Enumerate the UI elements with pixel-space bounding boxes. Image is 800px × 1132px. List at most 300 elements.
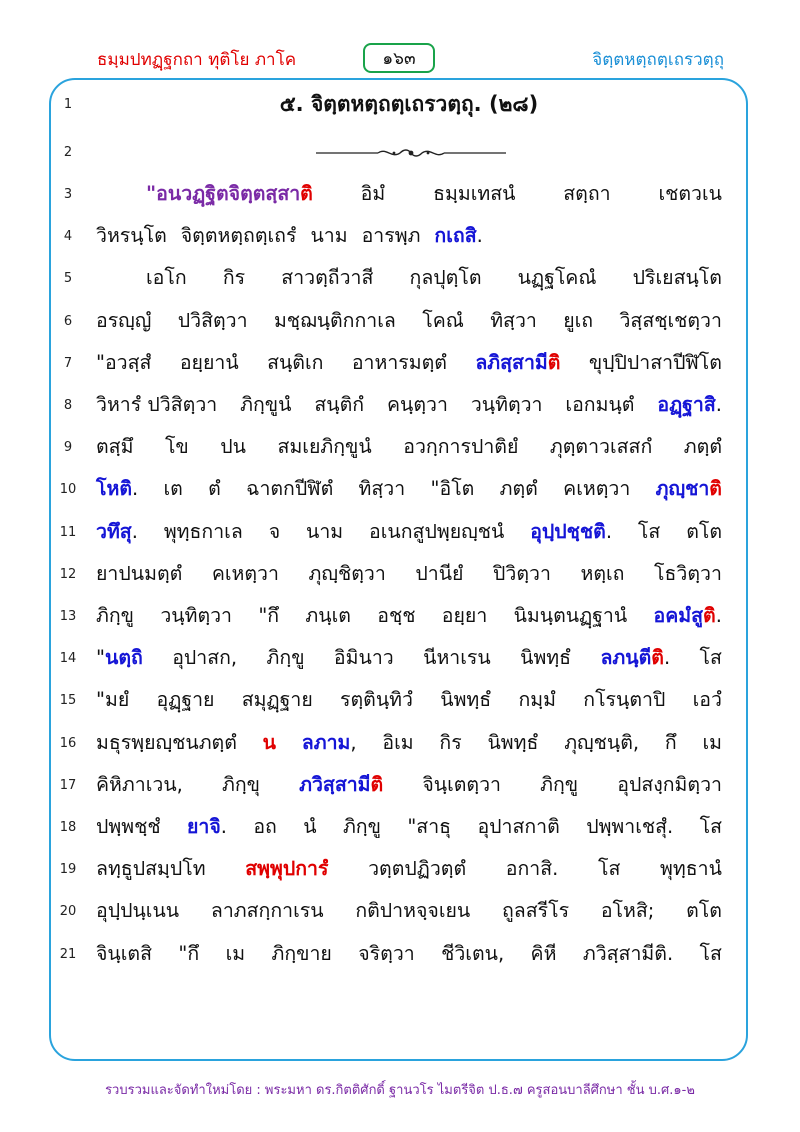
word [520, 637, 571, 679]
word-part: วนฺทิตฺวา [470, 393, 543, 416]
word [246, 468, 333, 510]
word-part: เชตวเน [658, 182, 722, 205]
word [617, 764, 722, 806]
word-part: . [667, 815, 674, 838]
highlighted-word: ภุญฺชา [655, 477, 710, 501]
word-part: ; [647, 899, 655, 923]
word [403, 426, 518, 468]
word [240, 384, 291, 426]
word-part: นํ [303, 815, 317, 838]
word-part: ปพฺพชฺชํ [96, 815, 161, 838]
word-part: มชฺฌนฺติกกาเล [273, 308, 396, 332]
word [267, 342, 323, 384]
word-part: จริตฺวา [358, 941, 415, 965]
word-part: ภวิสฺสามี [582, 941, 655, 965]
word [96, 468, 138, 510]
word [475, 342, 560, 384]
word [172, 637, 237, 679]
word-part: วิหารํ ปวิสิตฺวา [96, 393, 218, 416]
word [164, 511, 243, 553]
word-part: โคณํ [422, 308, 464, 332]
word-part: ตโต [686, 519, 722, 543]
line-text [96, 806, 722, 848]
page-number: ๑๖๓ [382, 48, 416, 69]
word-part: อยฺยา [441, 604, 488, 627]
word [96, 595, 134, 637]
word [96, 553, 182, 595]
word-part: ภิกฺขู [96, 604, 134, 627]
word-part: อวกฺการปาติยํ [403, 435, 519, 459]
line-text [96, 764, 722, 806]
highlighted-word: กเถสิ [434, 224, 477, 248]
word-part: ปิวิตฺวา [493, 561, 551, 585]
word-part: , [632, 730, 640, 754]
word-part: ภิกฺขูนํ [240, 393, 292, 416]
word-part: "สาธุ [407, 815, 452, 838]
word [96, 933, 152, 975]
word [306, 511, 343, 553]
word [619, 300, 721, 342]
word [434, 224, 482, 247]
word [407, 806, 451, 848]
word-part: สตฺถา [563, 182, 611, 205]
word-part: . [132, 477, 139, 501]
word [96, 637, 143, 679]
line-number: 10 [59, 482, 77, 498]
word [700, 806, 722, 848]
word-part: สาวตฺถีวาสี [281, 266, 374, 290]
word-part: วิสฺสชฺเชตฺวา [619, 308, 722, 332]
word-part: อเนกสูปพฺยญฺชนํ [369, 519, 505, 543]
line-number: 3 [63, 187, 73, 202]
word [563, 468, 630, 510]
word [686, 890, 722, 932]
word-part: พุทฺธกาเล [163, 519, 243, 543]
word [665, 722, 677, 764]
text-line [0, 806, 800, 848]
word [530, 511, 612, 553]
word-part: เม [702, 730, 722, 754]
word-part: โข [164, 435, 189, 459]
word [377, 595, 415, 637]
word-part: ติ [547, 815, 560, 838]
word-part: จินฺเตสิ [96, 941, 152, 965]
word [253, 806, 277, 848]
word-part: ตํ [208, 477, 221, 501]
word [658, 173, 722, 215]
word [340, 679, 413, 721]
word [258, 595, 279, 637]
word [440, 679, 491, 721]
word [583, 679, 665, 721]
word [157, 679, 215, 721]
line-number: 20 [59, 904, 77, 920]
word [220, 426, 246, 468]
line-number: 2 [63, 145, 73, 160]
highlighted-word: ติ [300, 182, 313, 205]
word [589, 342, 722, 384]
word-part: . [552, 857, 559, 881]
word [178, 933, 199, 975]
text-line [0, 426, 800, 468]
word [487, 722, 538, 764]
word-part: . [666, 941, 674, 965]
line-text [96, 468, 722, 510]
word-part: อยฺยานํ [179, 350, 239, 374]
word [387, 384, 448, 426]
word [702, 722, 722, 764]
line-number: 12 [59, 566, 77, 582]
word [160, 595, 232, 637]
line-text [96, 553, 722, 595]
text-line [0, 848, 800, 890]
word-part: โส [699, 941, 722, 965]
word-part: ลทฺธูปสมฺปโท [96, 857, 206, 881]
word [96, 764, 183, 806]
word [302, 722, 357, 764]
highlighted-word: ลภาม [301, 730, 351, 754]
word-part: ติ [654, 941, 667, 965]
word [269, 511, 280, 553]
word-part: นาม [310, 224, 348, 248]
line-number: 9 [63, 440, 73, 456]
word [281, 257, 373, 299]
word [441, 933, 504, 975]
word [442, 595, 488, 637]
word-part: ชีวิเตน, [441, 941, 505, 965]
word-part: วิหรนฺโต [96, 224, 167, 248]
word-part: นิมนฺตนฏฺฐานํ [513, 604, 628, 627]
line-number: 7 [63, 355, 73, 371]
line-text [146, 257, 722, 299]
word-part: " [96, 646, 105, 670]
word [96, 342, 151, 384]
word-part: สมุฏฺฐาย [241, 688, 313, 712]
word [242, 679, 313, 721]
word [422, 764, 501, 806]
word-part: กุลปุตฺโต [409, 266, 482, 290]
word-part: เอวํ [692, 688, 722, 712]
word-part: จ [268, 519, 281, 543]
word [598, 848, 620, 890]
word-part: โส [637, 519, 661, 543]
word [96, 722, 237, 764]
word [303, 806, 316, 848]
word [433, 173, 515, 215]
word-part: โธวิตฺวา [654, 561, 722, 585]
word [187, 806, 227, 848]
line-number: 15 [59, 693, 77, 709]
word [490, 300, 537, 342]
word [686, 511, 722, 553]
word [180, 342, 239, 384]
word-part: เม [225, 941, 246, 965]
word [96, 384, 217, 426]
word [654, 595, 722, 637]
text-line [0, 468, 800, 510]
word [222, 764, 260, 806]
word [583, 933, 673, 975]
word-part: , [350, 730, 357, 754]
word-part: อชฺช [377, 604, 416, 627]
word [506, 848, 559, 890]
word-part: อารพฺภ [361, 224, 421, 248]
line-text [96, 300, 722, 342]
word-part: . [476, 224, 483, 248]
word-part: กิร [439, 730, 462, 754]
word [586, 806, 673, 848]
word-part: ภิกฺขู [342, 815, 381, 838]
text-line [0, 553, 800, 595]
word [96, 679, 129, 721]
word [208, 468, 221, 510]
word [565, 384, 634, 426]
word-part: ยูเถ [563, 308, 594, 332]
word [359, 468, 406, 510]
word-part: อถ [253, 815, 277, 838]
word [361, 173, 386, 215]
word-part: กมฺมํ [518, 688, 556, 712]
word [657, 384, 722, 426]
word [96, 806, 161, 848]
text-line [0, 300, 800, 342]
word [309, 553, 386, 595]
text-line [0, 595, 800, 637]
word-part: กิร [222, 266, 246, 290]
ornament-line [0, 131, 800, 173]
title-line [0, 83, 800, 125]
line-text [96, 679, 722, 721]
line-number: 13 [59, 609, 77, 624]
word-part: ปริเยสนฺโต [632, 266, 722, 290]
line-number: 18 [59, 820, 77, 835]
word [211, 890, 324, 932]
word-part: ตสฺมึ [96, 435, 134, 459]
word [96, 511, 138, 553]
word-part: . [715, 393, 722, 416]
word [684, 426, 722, 468]
word [518, 257, 597, 299]
word-part: นิพทฺธํ [487, 730, 539, 754]
word [422, 300, 464, 342]
word-part: วนฺทิตฺวา [160, 604, 233, 627]
word [334, 637, 394, 679]
text-line [0, 679, 800, 721]
word [601, 890, 655, 932]
word [358, 933, 414, 975]
word-part: . [131, 519, 138, 543]
word [369, 511, 504, 553]
word [415, 553, 463, 595]
word-part: โส [699, 815, 722, 838]
highlighted-word: "อนวฏฺฐิตจิตฺตสฺสา [146, 182, 301, 205]
word-part: ฉาตกปีฬิตํ [246, 477, 334, 501]
word-part: "กึ [258, 604, 280, 627]
word [223, 257, 245, 299]
word-part: กติปาหจฺจเยน [355, 899, 471, 923]
word-part: อิเม [382, 730, 414, 754]
word-part: ธมฺมเทสนํ [433, 182, 516, 205]
story-title: ๕. จิตฺตหตฺถตฺเถรวตฺถุ. (๒๘) [279, 92, 539, 116]
text-line [0, 722, 800, 764]
word-part: เต [163, 477, 183, 501]
line-text [96, 637, 722, 679]
highlighted-word: ติ [651, 646, 664, 670]
line-text [96, 890, 722, 932]
line-number: 14 [59, 651, 77, 667]
line-number: 4 [63, 229, 73, 245]
text-line [0, 342, 800, 384]
word-part: นิพทฺธํ [440, 688, 492, 712]
word-part: จิตฺตหตฺถตฺเถรํ [180, 224, 297, 248]
word [580, 553, 624, 595]
text-line [0, 890, 800, 932]
word [550, 426, 652, 468]
word [271, 933, 331, 975]
word [226, 933, 246, 975]
word-part: อุปาสก, [172, 646, 238, 670]
word-part: พุทฺธานํ [660, 857, 722, 881]
text-line [0, 764, 800, 806]
word [305, 595, 351, 637]
word-part: ยาปนมตฺตํ [96, 561, 183, 585]
word-part: วตฺตปฏิวตฺตํ [368, 857, 467, 881]
header-book-title: ธมฺมปทฏฺฐกถา ทุติโย ภาโค [97, 50, 297, 70]
word [410, 257, 482, 299]
word-part: "กึ [178, 941, 200, 965]
word [355, 890, 470, 932]
word-part: อุปฺปนฺเนน [96, 899, 180, 923]
word [693, 679, 722, 721]
word-part: โส [598, 857, 621, 881]
text-line [0, 933, 800, 975]
word [514, 595, 628, 637]
word-part: อกาสิ [505, 857, 553, 881]
highlighted-word: โหติ [96, 477, 132, 501]
word-part: คิหี [530, 941, 557, 965]
line-text [96, 933, 722, 975]
word-part: อุปสงฺกมิตฺวา [617, 772, 722, 796]
word-part: ภิกฺขุ [221, 772, 260, 796]
line-number: 16 [59, 735, 77, 751]
word [299, 764, 383, 806]
word [531, 933, 557, 975]
word-part: ภิกฺขาย [271, 941, 332, 965]
word-part: ภิกฺขู [540, 772, 579, 796]
word [274, 300, 396, 342]
word-part: ทิสฺวา [358, 477, 406, 501]
highlighted-word: น [262, 730, 276, 754]
highlighted-word: ติ [547, 350, 561, 374]
word [96, 224, 167, 247]
word-part: ขุปฺปิปาสาปีฬิโต [588, 350, 722, 374]
line-number: 19 [59, 862, 77, 878]
word-part: คเหตฺวา [563, 477, 631, 501]
word [540, 764, 578, 806]
word-part: อุปาสกา [477, 815, 548, 838]
word [477, 806, 559, 848]
word [633, 257, 722, 299]
word-part: . [220, 815, 227, 838]
word-part: นฏฺฐโคณํ [517, 266, 597, 290]
word [278, 426, 372, 468]
word [212, 553, 279, 595]
word-part: . [715, 604, 722, 627]
line-number: 5 [63, 271, 73, 287]
word [431, 468, 475, 510]
word [423, 637, 491, 679]
word [439, 722, 461, 764]
word [563, 300, 593, 342]
line-text [146, 173, 722, 215]
line-number: 1 [63, 97, 73, 112]
word-part: . [663, 646, 671, 670]
word-part: เอกมนฺตํ [565, 393, 635, 416]
word [654, 553, 722, 595]
highlighted-word: ภวิสฺสามี [299, 772, 371, 796]
word [660, 848, 722, 890]
word-part: กโรนฺตาปิ [583, 688, 666, 712]
line-text [96, 722, 722, 764]
word-part: ภตฺตํ [499, 477, 538, 501]
word-part: นีหาเรน [423, 646, 491, 670]
word-part: ภุญฺชิตฺวา [308, 561, 386, 585]
line-text [96, 342, 722, 384]
word-part: ปานียํ [415, 561, 464, 585]
word-part: กึ [664, 730, 677, 754]
word [165, 426, 189, 468]
text-line [0, 511, 800, 553]
highlighted-word: อคมํสู [653, 604, 704, 627]
line-number: 17 [59, 777, 77, 793]
word-part: ทิสฺวา [490, 308, 537, 332]
line-number: 21 [59, 946, 77, 962]
word [352, 342, 447, 384]
highlighted-word: ลภนฺตี [600, 646, 652, 670]
word-part: ปวิสิตฺวา [177, 308, 248, 332]
word-part: เอโก [146, 266, 187, 290]
text-line [0, 637, 800, 679]
word-part: หตฺเถ [580, 561, 625, 585]
word-part: จินฺเตตฺวา [422, 772, 501, 796]
word-part: อโหสิ [600, 899, 648, 923]
line-number: 8 [63, 398, 73, 413]
word [502, 890, 569, 932]
decorative-divider-icon [316, 147, 506, 159]
word-part: . [605, 519, 613, 543]
word [178, 300, 248, 342]
word [362, 224, 421, 247]
word-part: ภตฺตํ [683, 435, 722, 459]
word [382, 722, 413, 764]
line-text [96, 595, 722, 637]
footer-credit: รวบรวมและจัดทำใหม่โดย : พระมหา ดร.กิตติศักดิ์ ฐานวโร ไมตรีจิต ป.ธ.๗ ครูสอนบาลีศึกษา ชั้น บ.ศ.๑-๒ [105, 1083, 695, 1098]
word-part: อุฏฺฐาย [156, 688, 215, 712]
word-part: ภุตฺตาวเสสกํ [549, 435, 653, 459]
line-number: 6 [63, 313, 73, 329]
word [500, 468, 538, 510]
word-part: ลาภสกฺกาเรน [210, 899, 324, 923]
word-part: "อิโต [430, 477, 475, 501]
word-part: ภิกฺขู [266, 646, 305, 670]
word-part: อิมินาว [333, 646, 394, 670]
word [700, 637, 722, 679]
word [600, 637, 670, 679]
word [700, 933, 722, 975]
word [518, 679, 556, 721]
word [564, 722, 639, 764]
word-part: โส [699, 646, 722, 670]
